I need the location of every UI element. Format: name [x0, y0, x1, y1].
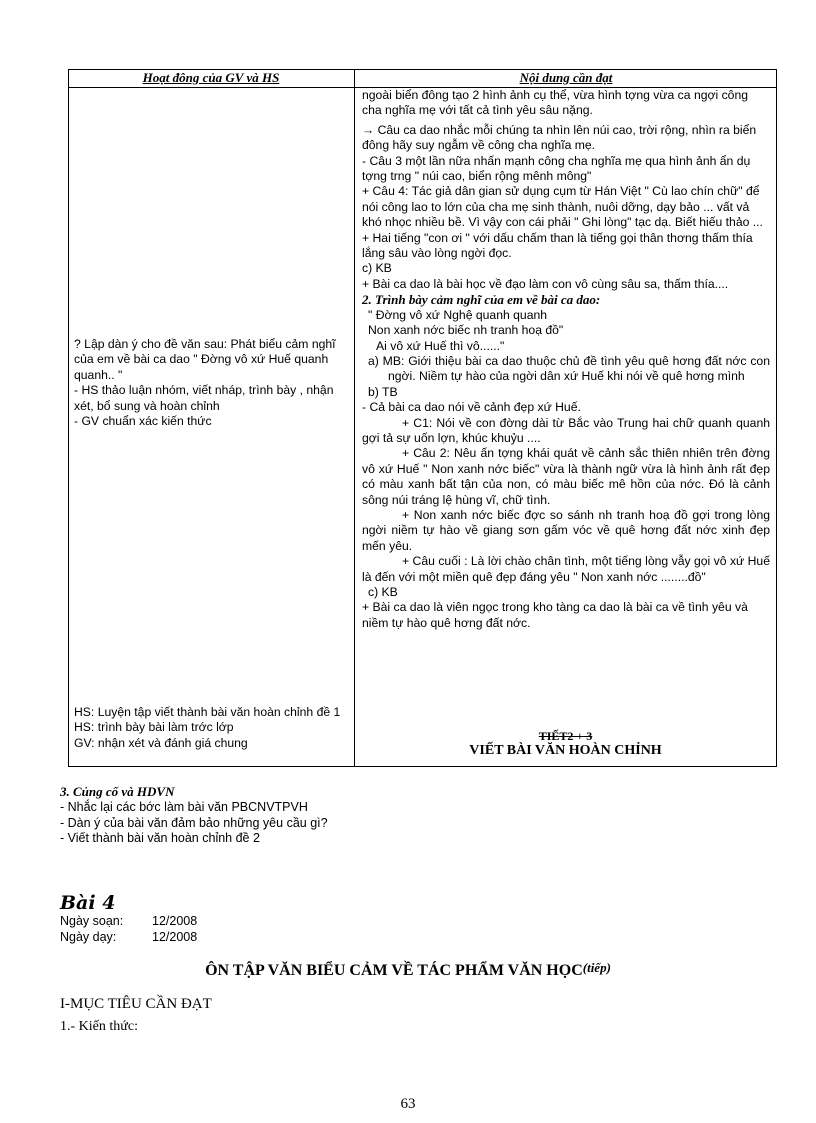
knowledge-heading: 1.- Kiến thức: — [60, 1019, 138, 1034]
section-heading: 2. Trình bày cảm nghĩ của em về bài ca dao: — [362, 292, 601, 308]
list-item: - Dàn ý của bài văn đảm bảo những yêu cầu gì? — [60, 815, 328, 830]
consolidation-heading: 3. Củng cố và HDVN — [60, 784, 175, 799]
content-paragraph: - Cả bài ca dao nói về cảnh đẹp xứ Huế. — [362, 400, 581, 415]
prep-date-label: Ngày soạn: — [60, 914, 124, 928]
lesson-activity-title: VIẾT BÀI VĂN HOÀN CHỈNH — [469, 743, 662, 758]
content-paragraph: c) KB — [362, 261, 392, 276]
lesson-title-suffix: (tiếp) — [582, 960, 611, 975]
content-paragraph: ngoài biển đông tạo 2 hình ảnh cụ thể, vừa hình tợng vừa ca ngợi công cha nghĩa mẹ với tất cả tình yêu sâu nặng. — [362, 88, 749, 118]
lesson-period: TIẾT2 + 3 — [538, 729, 593, 743]
content-paragraph: + Bài ca dao là viên ngọc trong kho tàng ca dao là bài ca về tình yêu và niềm tự hào quê hơng đất nớc. — [362, 600, 748, 630]
content-paragraph: → Câu ca dao nhắc mỗi chúng ta nhìn lên núi cao, trời rộng, nhìn ra biển đông hãy suy ngẫm về công cha nghĩa mẹ. — [362, 122, 757, 153]
objectives-heading: I-MỤC TIÊU CẦN ĐẠT — [60, 996, 212, 1012]
lesson-number: Bài 4 — [60, 892, 116, 914]
lesson-dates — [60, 914, 197, 945]
left-text: HS: trình bày bài làm trớc lớp — [74, 720, 234, 735]
content-paragraph: + Câu cuối : Là lời chào chân tình, một tiếng lòng vẫy gọi vô xứ Huế là đến với một miền quê đẹp đáng yêu " Non xanh nớc ........đồ" — [362, 554, 770, 584]
left-text: - HS thảo luận nhóm, viết nháp, trình bày , nhận xét, bổ sung và hoàn chỉnh — [74, 383, 334, 413]
content-paragraph: c) KB — [368, 585, 398, 599]
content-paragraph: + Bài ca dao là bài học về đạo làm con vô cùng sâu sa, thấm thía.... — [362, 276, 729, 291]
left-text: ? Lập dàn ý cho đề văn sau: Phát biểu cảm nghĩ của em về bài ca dao " Đờng vô xứ Huế quanh quanh.. " — [74, 337, 336, 382]
content-paragraph: - Câu 3 một lần nữa nhấn mạnh công cha nghĩa mẹ qua hình ảnh ẩn dụ tợng trng " núi cao, biển rộng mênh mông" — [362, 153, 751, 184]
content-paragraph: + Non xanh nớc biếc đợc so sánh nh tranh hoạ đồ gợi trong lòng ngời niềm tự hào về giang sơn gấm vóc về quê hơng đất nớc xinh đẹp mến yêu. — [362, 507, 770, 553]
right-content — [362, 88, 770, 631]
teach-date: 12/2008 — [152, 929, 198, 944]
content-paragraph: + Câu 4: Tác giả dân gian sử dụng cụm từ Hán Việt " Cù lao chín chữ" để nói công lao to lớn của cha mẹ sinh thành, nuôi dỡng, dạy bảo ... vất vả khó nhọc nhiều bề. Vì vậy con cái phải " Ghi lòng" tạc dạ. Biết hiếu thảo ... — [362, 184, 763, 230]
left-activities-lower — [74, 705, 350, 751]
content-paragraph: b) TB — [368, 384, 398, 399]
list-item: - Nhắc lại các bớc làm bài văn PBCNVTPVH — [60, 800, 308, 814]
left-text: GV: nhận xét và đánh giá chung — [74, 735, 248, 750]
lesson-title-text: ÔN TẬP VĂN BIỂU CẢM VỀ TÁC PHẨM VĂN HỌC — [205, 962, 583, 979]
poem-line: Ai vô xứ Huế thì vô......" — [376, 338, 505, 353]
content-paragraph: a) MB: Giới thiệu bài ca dao thuộc chủ đề tình yêu quê hơng đất nớc con ngời. Niềm tự hào của ngời dân xứ Huế khi nói về quê hơng mình — [368, 353, 770, 384]
header-activities: Hoạt đông của GV và HS — [142, 70, 280, 85]
content-paragraph: + C1: Nói về con đờng dài từ Bắc vào Trung hai chữ quanh quanh gợi tả sự uốn lợn, khúc khuỷu .... — [362, 415, 770, 445]
prep-date: 12/2008 — [152, 914, 198, 928]
table-column-divider — [354, 69, 355, 767]
left-text: - GV chuẩn xác kiến thức — [74, 414, 212, 429]
header-content: Nội dung cần đạt — [519, 70, 613, 85]
teach-date-label: Ngày dạy: — [60, 929, 117, 944]
consolidation-list — [60, 800, 328, 847]
list-item: - Viết thành bài văn hoàn chỉnh đề 2 — [60, 831, 260, 845]
left-activities-upper — [74, 337, 350, 429]
content-paragraph: + Hai tiếng "con ơi " với dấu chấm than là tiếng gọi thân thơng thấm thía lắng sâu vào lòng ngời đọc. — [362, 230, 753, 261]
content-paragraph: + Câu 2: Nêu ấn tợng khái quát về cảnh sắc thiên nhiên trên đờng vô xứ Huế " Non xanh nớc biếc" vừa là thành ngữ vừa là hình ảnh rất đẹp có màu xanh bất tận của non, có màu biếc mê hồn của nớc. Đó là cảnh sông núi tráng lệ hùng vĩ, chữ tình. — [362, 446, 770, 507]
poem-line: " Đờng vô xứ Nghệ quanh quanh — [368, 307, 548, 322]
page-number: 63 — [400, 1096, 416, 1112]
poem-line: Non xanh nớc biếc nh tranh hoạ đồ" — [368, 323, 564, 338]
left-text: HS: Luyện tập viết thành bài văn hoàn chỉnh đề 1 — [74, 705, 341, 719]
lesson-title — [0, 960, 816, 980]
